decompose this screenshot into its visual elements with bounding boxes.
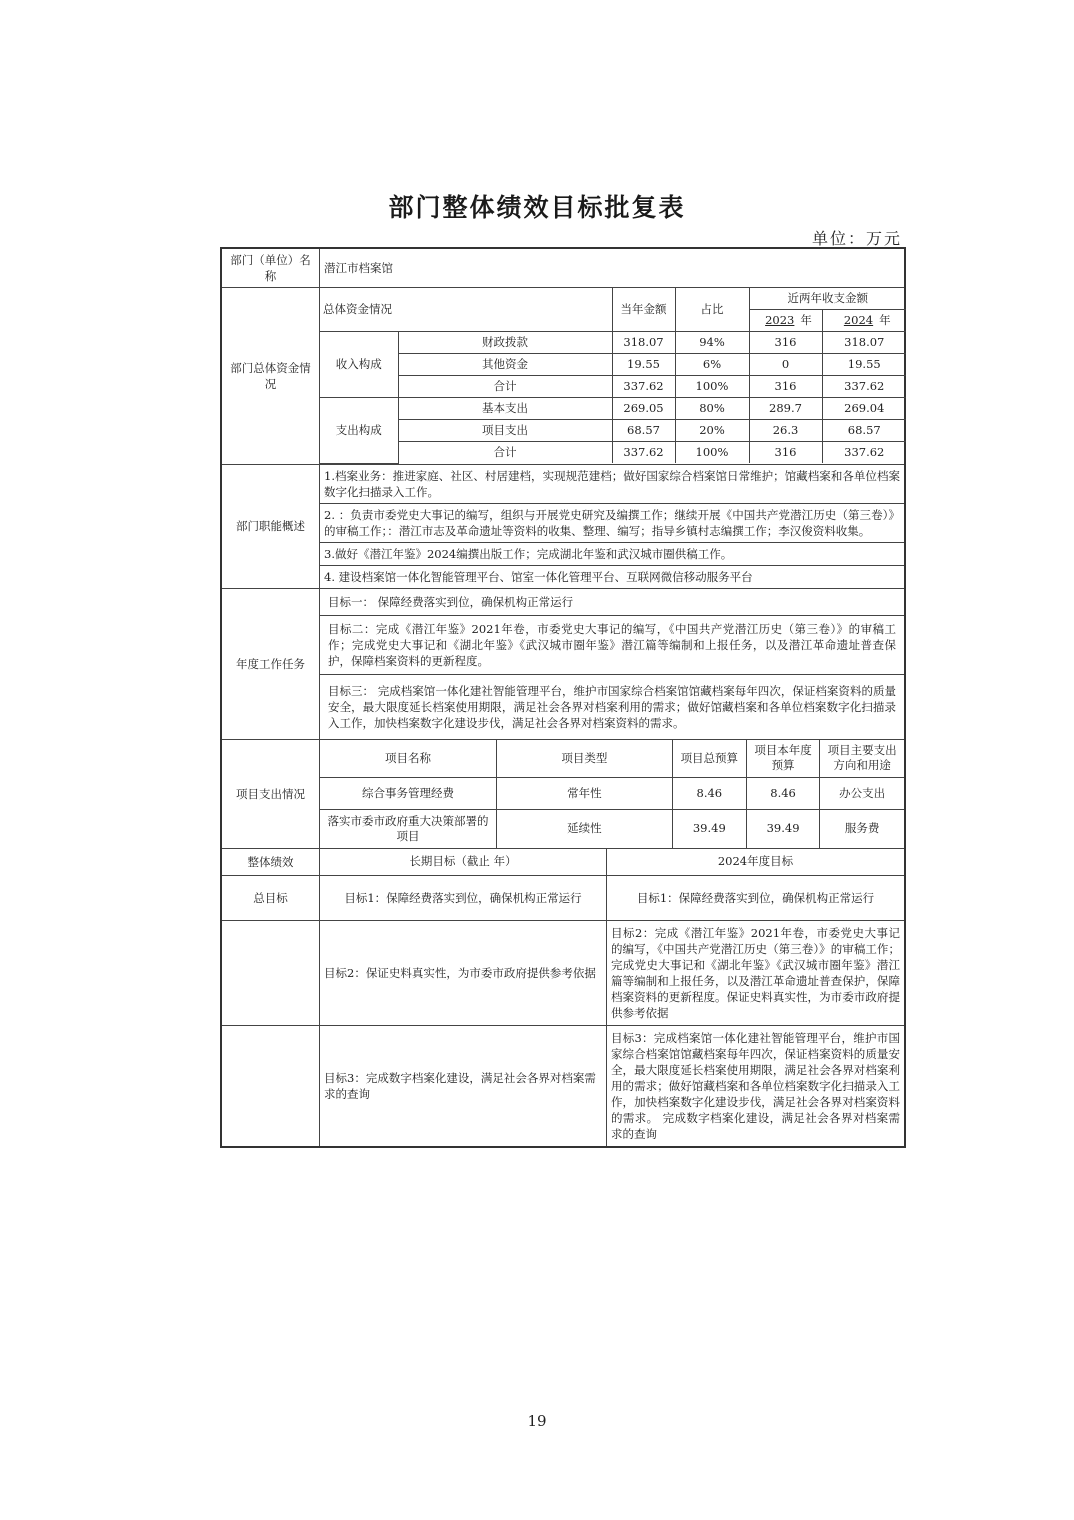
funds-section bbox=[222, 288, 904, 465]
income-label: 收入构成 bbox=[320, 332, 398, 398]
tasks-label: 年度工作任务 bbox=[222, 589, 320, 739]
goal-row-3 bbox=[222, 1026, 904, 1146]
col-two-year-header: 近两年收支金额 bbox=[749, 288, 906, 310]
project-name-header: 项目名称 bbox=[320, 740, 497, 778]
col-amount-header: 当年金额 bbox=[612, 288, 675, 332]
task-item: 目标二：完成《潜江年鉴》2021年卷，市委党史大事记的编写，《中国共产党潜江历史（第三卷）》的审稿工作；完成党史大事记和《湖北年鉴》《武汉城市圈年鉴》潜江篇等编制和上报任务，以及潜江革命遗址普查保护，保障档案资料的更新程度。 bbox=[320, 616, 904, 675]
function-item: 3.做好《潜江年鉴》2024编撰出版工作；完成湖北年鉴和武汉城市圈供稿工作。 bbox=[320, 543, 904, 566]
expense-row: 项目支出 68.57 20% 26.3 68.57 bbox=[320, 420, 906, 442]
doc-title: 部门整体绩效目标批复表 bbox=[388, 193, 686, 222]
performance-header-row bbox=[222, 849, 904, 876]
performance-label: 整体绩效 bbox=[222, 849, 320, 875]
goal-label: 总目标 bbox=[222, 876, 320, 920]
approval-form bbox=[220, 247, 906, 1148]
long-term-header: 长期目标（截止 年） bbox=[320, 849, 607, 875]
funds-table bbox=[320, 288, 906, 464]
dept-name: 潜江市档案馆 bbox=[324, 261, 393, 275]
goal-3-year: 目标3：完成档案馆一体化建社智能管理平台，维护市国家综合档案馆馆藏档案每年四次，保证档案资料的质量安全，最大限度延长档案使用期限，满足社会各界对档案利用的需求；做好馆藏档案和各单位档案数字化扫描录入工作，加快档案数字化建设步伐，满足社会各界对档案资料的需求。 完成数字档案化建设，满足社会各界对档案需求的查询 bbox=[611, 1030, 900, 1141]
goal-row-1 bbox=[222, 876, 904, 921]
page-number: 19 bbox=[527, 1412, 547, 1430]
project-row: 综合事务管理经费 常年性 8.46 8.46 办公支出 bbox=[320, 778, 904, 810]
task-item: 目标一： 保障经费落实到位，确保机构正常运行 bbox=[320, 589, 904, 616]
goal-3-long: 目标3：完成数字档案化建设，满足社会各界对档案需求的查询 bbox=[320, 1026, 607, 1146]
function-item: 2. ：负责市委党史大事记的编写，组织与开展党史研究及编撰工作；继续开展《中国共产党潜江历史（第三卷）》的审稿工作；：潜江市志及革命遗址等资料的收集、整理、编写；指导乡镇村志编撰工作；李汉俊资料收集。 bbox=[320, 504, 904, 543]
project-use-header: 项目主要支出方向和用途 bbox=[820, 740, 904, 778]
tasks-section bbox=[222, 589, 904, 740]
task-item: 目标三： 完成档案馆一体化建社智能管理平台，维护市国家综合档案馆馆藏档案每年四次，保证档案资料的质量安全，最大限度延长档案使用期限，满足社会各界对档案利用的需求；做好馆藏档案和各单位档案数字化扫描录入工作，加快档案数字化建设步伐，满足社会各界对档案资料的需求。 bbox=[328, 683, 896, 730]
goal-2-long: 目标2：保证史料真实性，为市委市政府提供参考依据 bbox=[320, 921, 607, 1025]
unit-label: 单位：万元 bbox=[811, 229, 902, 248]
goal-row-2 bbox=[222, 921, 904, 1026]
year-2023-header: 2023 年 bbox=[749, 310, 822, 332]
projects-table bbox=[320, 740, 904, 848]
year-target-header: 2024年度目标 bbox=[717, 853, 794, 868]
expense-row: 支出构成 基本支出 269.05 80% 289.7 269.04 bbox=[320, 398, 906, 420]
function-item: 4. 建设档案馆一体化智能管理平台、馆室一体化管理平台、互联网微信移动服务平台 bbox=[324, 569, 753, 584]
project-current-header: 项目本年度预算 bbox=[746, 740, 819, 778]
funds-label: 部门总体资金情况 bbox=[222, 288, 320, 464]
goal-2-year: 目标2：完成《潜江年鉴》2021年卷，市委党史大事记的编写，《中国共产党潜江历史（第三卷）》的审稿工作；完成党史大事记和《湖北年鉴》《武汉城市圈年鉴》潜江篇等编制和上报任务，以及潜江革命遗址普查保护，保障档案资料的更新程度。保证史料真实性，为市委市政府提供参考依据 bbox=[611, 925, 900, 1020]
projects-section bbox=[222, 740, 904, 849]
dept-label: 部门（单位）名称 bbox=[222, 249, 320, 287]
expense-label: 支出构成 bbox=[320, 398, 398, 464]
project-type-header: 项目类型 bbox=[497, 740, 673, 778]
project-row: 落实市委市政府重大决策部署的项目 延续性 39.49 39.49 服务费 bbox=[320, 810, 904, 848]
year-2024-header: 2024 年 bbox=[822, 310, 906, 332]
goal-1-year: 目标1：保障经费落实到位，确保机构正常运行 bbox=[636, 890, 875, 905]
goal-1-long: 目标1：保障经费落实到位，确保机构正常运行 bbox=[320, 876, 607, 920]
function-item: 1.档案业务：推进家庭、社区、村居建档，实现规范建档；做好国家综合档案馆日常维护；馆藏档案和各单位档案数字化扫描录入工作。 bbox=[320, 465, 904, 504]
expense-row: 合计 337.62 100% 316 337.62 bbox=[320, 442, 906, 464]
income-row: 收入构成 财政拨款 318.07 94% 316 318.07 bbox=[320, 332, 906, 354]
projects-label: 项目支出情况 bbox=[222, 740, 320, 848]
project-total-header: 项目总预算 bbox=[672, 740, 746, 778]
income-row: 合计 337.62 100% 316 337.62 bbox=[320, 376, 906, 398]
functions-section bbox=[222, 465, 904, 589]
income-row: 其他资金 19.55 6% 0 19.55 bbox=[320, 354, 906, 376]
dept-row bbox=[222, 249, 904, 288]
functions-label: 部门职能概述 bbox=[222, 465, 320, 588]
overall-funds-label: 总体资金情况 bbox=[320, 288, 612, 332]
col-ratio-header: 占比 bbox=[675, 288, 749, 332]
